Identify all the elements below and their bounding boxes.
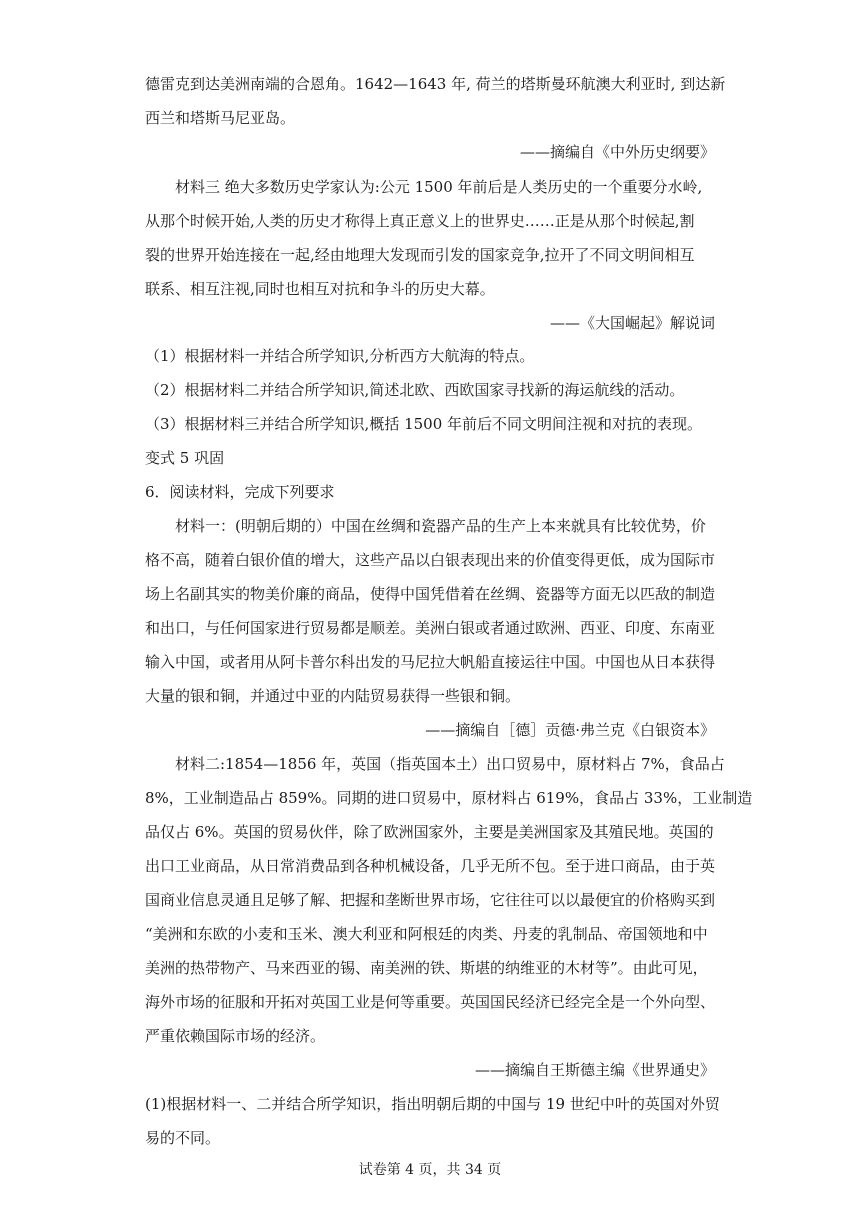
text-line: 材料三 绝大多数历史学家认为:公元 1500 年前后是人类历史的一个重要分水岭, [175,178,703,196]
text-line: 国商业信息灵通且足够了解、把握和垄断世界市场，它往往可以以最便宜的价格购买到 [145,891,716,909]
source-citation: ——摘编自［德］贡德·弗兰克《白银资本》 [425,721,715,739]
source-citation: ——摘编自王斯德主编《世界通史》 [474,1061,715,1079]
text-line: 裂的世界开始连接在一起,经由地理大发现而引发的国家竞争,拉开了不同文明间相互 [145,246,695,264]
section-label: 变式 5 巩固 [145,449,225,467]
question-item: （3）根据材料三并结合所学知识,概括 1500 年前后不同文明间注视和对抗的表现。 [145,415,703,433]
text-line: 材料一：(明朝后期的）中国在丝绸和瓷器产品的生产上本来就具有比较优势，价 [175,517,706,535]
text-line: 格不高，随着白银价值的增大，这些产品以白银表现出来的价值变得更低，成为国际市 [145,551,716,569]
text-line: 海外市场的征服和开拓对英国工业是何等重要。英国国民经济已经完全是一个外向型、 [145,993,716,1011]
text-line: 西兰和塔斯马尼亚岛。 [145,109,296,127]
question-title: 6．阅读材料，完成下列要求 [145,483,335,501]
text-line: 输入中国，或者用从阿卡普尔科出发的马尼拉大帆船直接运往中国。中国也从日本获得 [145,653,716,671]
question-item: （1）根据材料一并结合所学知识,分析西方大航海的特点。 [145,347,535,365]
text-line: 出口工业商品，从日常消费品到各种机械设备，几乎无所不包。至于进口商品，由于英 [145,857,716,875]
question-item: 易的不同。 [145,1129,221,1147]
text-line: 严重依赖国际市场的经济。 [145,1027,326,1045]
question-item: (1)根据材料一、二并结合所学知识，指出明朝后期的中国与 19 世纪中叶的英国对外贸 [145,1095,720,1113]
text-line: 场上名副其实的物美价廉的商品，使得中国凭借着在丝绸、瓷器等方面无以匹敌的制造 [145,585,716,603]
text-line: 材料二:1854—1856 年，英国（指英国本土）出口贸易中，原材料占 7%，食品占 [175,755,725,773]
text-line: 大量的银和铜，并通过中亚的内陆贸易获得一些银和铜。 [145,687,521,705]
source-citation: ——《大国崛起》解说词 [549,314,715,332]
text-line: 联系、相互注视,同时也相互对抗和争斗的历史大幕。 [145,280,495,298]
text-line: 从那个时候开始,人类的历史才称得上真正意义上的世界史……正是从那个时候起,割 [145,212,695,230]
text-line: 美洲的热带物产、马来西亚的锡、南美洲的铁、斯堪的纳维亚的木材等”。由此可见， [145,959,708,977]
text-line: 德雷克到达美洲南端的合恩角。1642—1643 年, 荷兰的塔斯曼环航澳大利亚时, 到达新 [145,75,726,93]
page-footer: 试卷第 4 页，共 34 页 [358,1162,502,1178]
text-line: 8%，工业制造品占 859%。同期的进口贸易中，原材料占 619%，食品占 33%，工业制造 [145,789,753,807]
text-line: “美洲和东欧的小麦和玉米、澳大利亚和阿根廷的肉类、丹麦的乳制品、帝国领地和中 [145,925,708,943]
source-citation: ——摘编自《中外历史纲要》 [519,143,715,161]
question-item: （2）根据材料二并结合所学知识,简述北欧、西欧国家寻找新的海运航线的活动。 [145,381,685,399]
text-line: 和出口，与任何国家进行贸易都是顺差。美洲白银或者通过欧洲、西亚、印度、东南亚 [145,619,716,637]
text-line: 品仅占 6%。英国的贸易伙伴，除了欧洲国家外，主要是美洲国家及其殖民地。英国的 [145,823,714,841]
